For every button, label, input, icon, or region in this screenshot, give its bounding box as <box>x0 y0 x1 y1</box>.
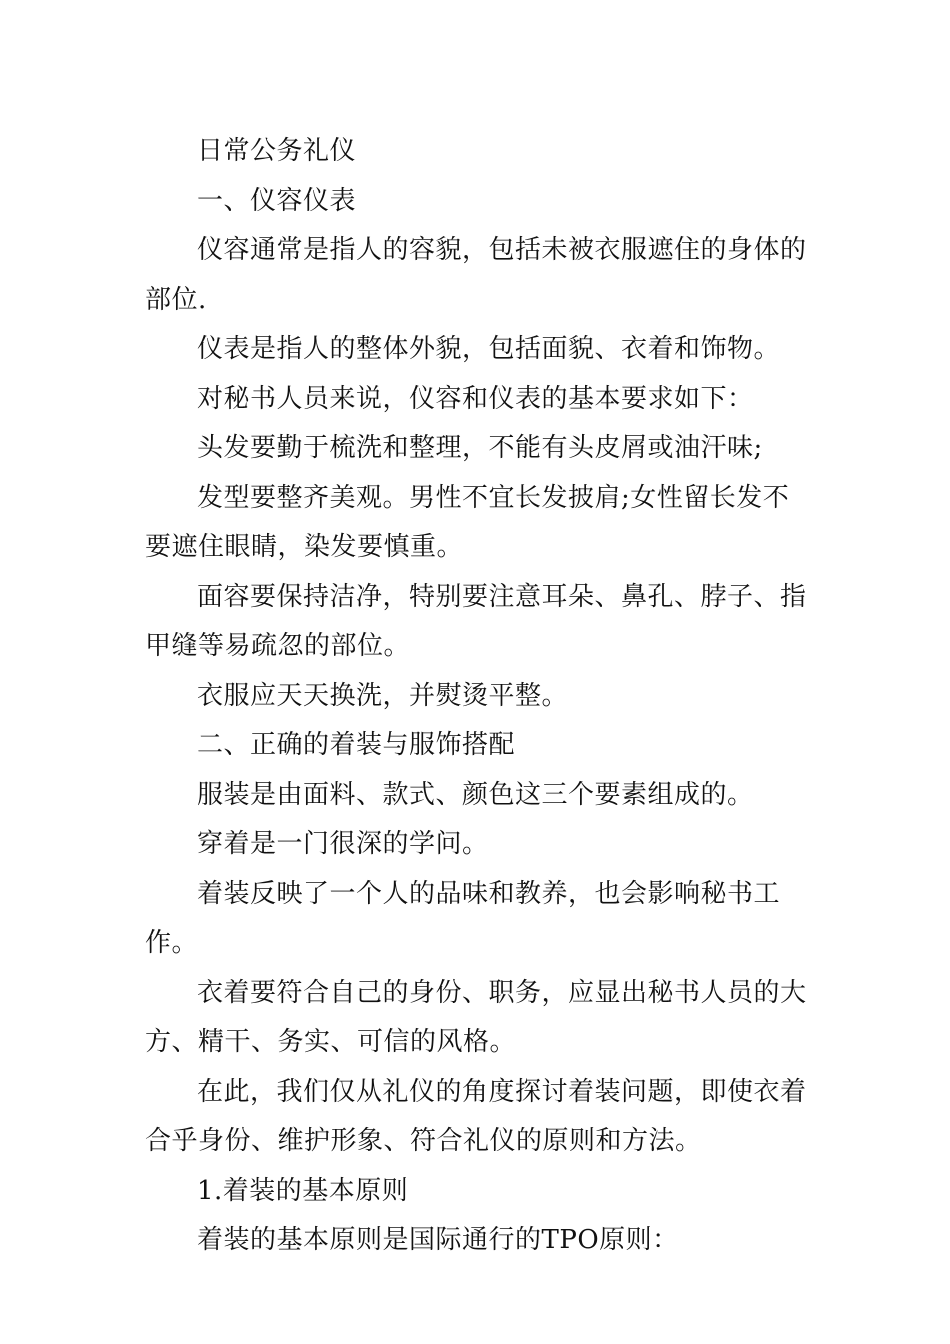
subsection-heading-principles: 1.着装的基本原则 <box>197 1175 409 1206</box>
paragraph: 在此，我们仅从礼仪的角度探讨着装问题，即使衣着合乎身份、维护形象、符合礼仪的原则和方法。 <box>145 1076 807 1156</box>
paragraph: 对秘书人员来说，仪容和仪表的基本要求如下： <box>197 383 754 414</box>
paragraph: 仪容通常是指人的容貌，包括未被衣服遮住的身体的部位. <box>145 235 807 315</box>
document-title: 日常公务礼仪 <box>197 136 357 166</box>
paragraph: 着装的基本原则是国际通行的TPO原则： <box>197 1225 679 1255</box>
paragraph: 服装是由面料、款式、颜色这三个要素组成的。 <box>197 779 754 810</box>
paragraph: 穿着是一门很深的学问。 <box>197 829 489 859</box>
paragraph: 衣服应天天换洗，并熨烫平整。 <box>197 680 569 711</box>
paragraph: 仪表是指人的整体外貌，包括面貌、衣着和饰物。 <box>197 334 781 364</box>
document-body <box>145 127 810 1266</box>
paragraph: 面容要保持洁净，特别要注意耳朵、鼻孔、脖子、指甲缝等易疏忽的部位。 <box>145 581 807 661</box>
paragraph: 着装反映了一个人的品味和教养，也会影响秘书工作。 <box>145 878 781 958</box>
paragraph: 发型要整齐美观。男性不宜长发披肩;女性留长发不要遮住眼睛，染发要慎重。 <box>145 482 790 562</box>
section-heading-dress: 二、正确的着装与服饰搭配 <box>197 730 516 760</box>
paragraph: 头发要勤于梳洗和整理，不能有头皮屑或油汗味; <box>197 433 763 463</box>
section-heading-appearance: 一、仪容仪表 <box>197 185 357 216</box>
paragraph: 衣着要符合自己的身份、职务，应显出秘书人员的大方、精干、务实、可信的风格。 <box>145 977 807 1057</box>
